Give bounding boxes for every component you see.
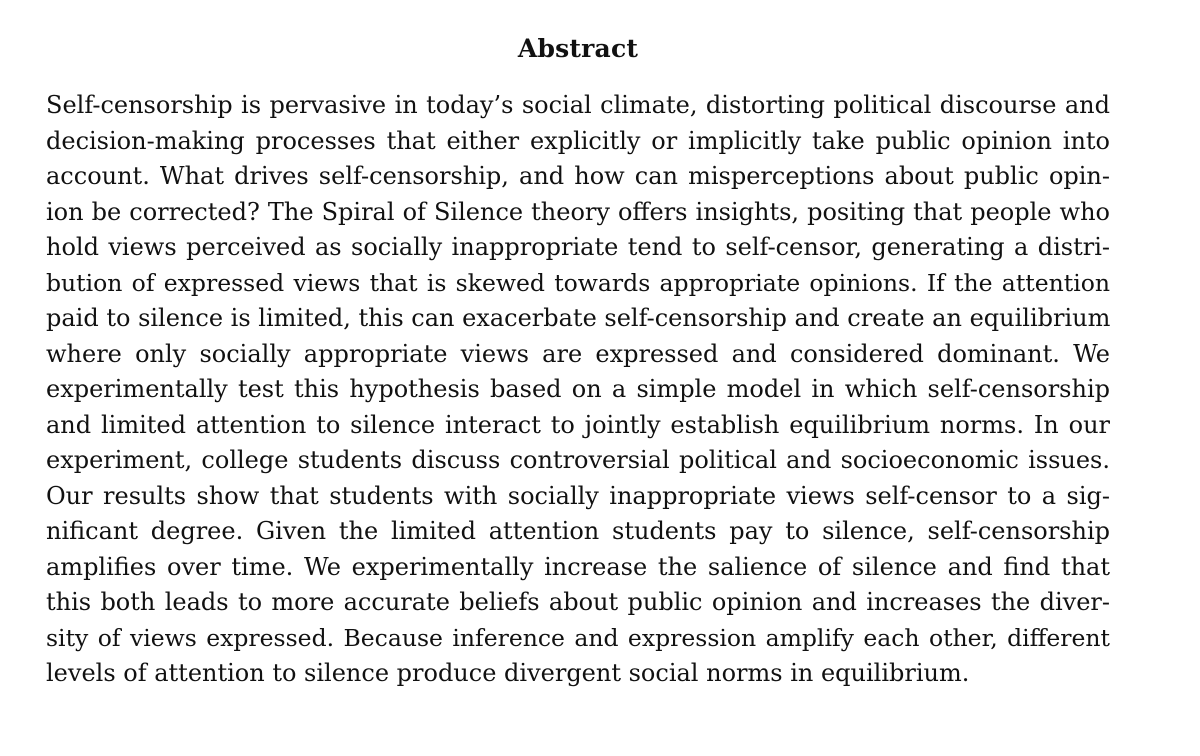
abstract-line: amplifies over time. We experimentally increase the salience of silence and find that bbox=[46, 552, 1110, 581]
abstract-line: paid to silence is limited, this can exacerbate self-censorship and create an equilibrium bbox=[46, 304, 1111, 332]
abstract-line: levels of attention to silence produce divergent social norms in equilibrium. bbox=[46, 659, 970, 687]
abstract-heading: Abstract bbox=[517, 34, 639, 63]
abstract-line: nificant degree. Given the limited attention students pay to silence, self-censorship bbox=[46, 517, 1110, 545]
abstract-line: this both leads to more accurate beliefs about public opinion and increases the diver- bbox=[46, 588, 1110, 616]
abstract-line: decision-making processes that either explicitly or implicitly take public opinion into bbox=[46, 126, 1110, 155]
abstract-line: Our results show that students with socially inappropriate views self-censor to a sig- bbox=[46, 481, 1110, 510]
abstract-line: sity of views expressed. Because inference and expression amplify each other, different bbox=[46, 623, 1110, 652]
abstract-line: bution of expressed views that is skewed towards appropriate opinions. If the attention bbox=[46, 268, 1110, 297]
abstract-line: experiment, college students discuss controversial political and socioeconomic issues. bbox=[46, 446, 1110, 474]
abstract-line: hold views perceived as socially inappropriate tend to self-censor, generating a distri- bbox=[46, 233, 1110, 261]
abstract-line: Self-censorship is pervasive in today’s social climate, distorting political discourse and bbox=[46, 91, 1110, 119]
abstract-line: ion be corrected? The Spiral of Silence theory offers insights, positing that people who bbox=[46, 197, 1110, 226]
abstract-line: where only socially appropriate views are expressed and considered dominant. We bbox=[46, 339, 1110, 368]
abstract-body bbox=[46, 88, 1110, 692]
abstract-line: experimentally test this hypothesis based on a simple model in which self-censorship bbox=[46, 375, 1110, 403]
abstract-line: account. What drives self-censorship, and how can misperceptions about public opin- bbox=[46, 162, 1110, 190]
abstract-line: and limited attention to silence interact to jointly establish equilibrium norms. In our bbox=[46, 410, 1110, 439]
